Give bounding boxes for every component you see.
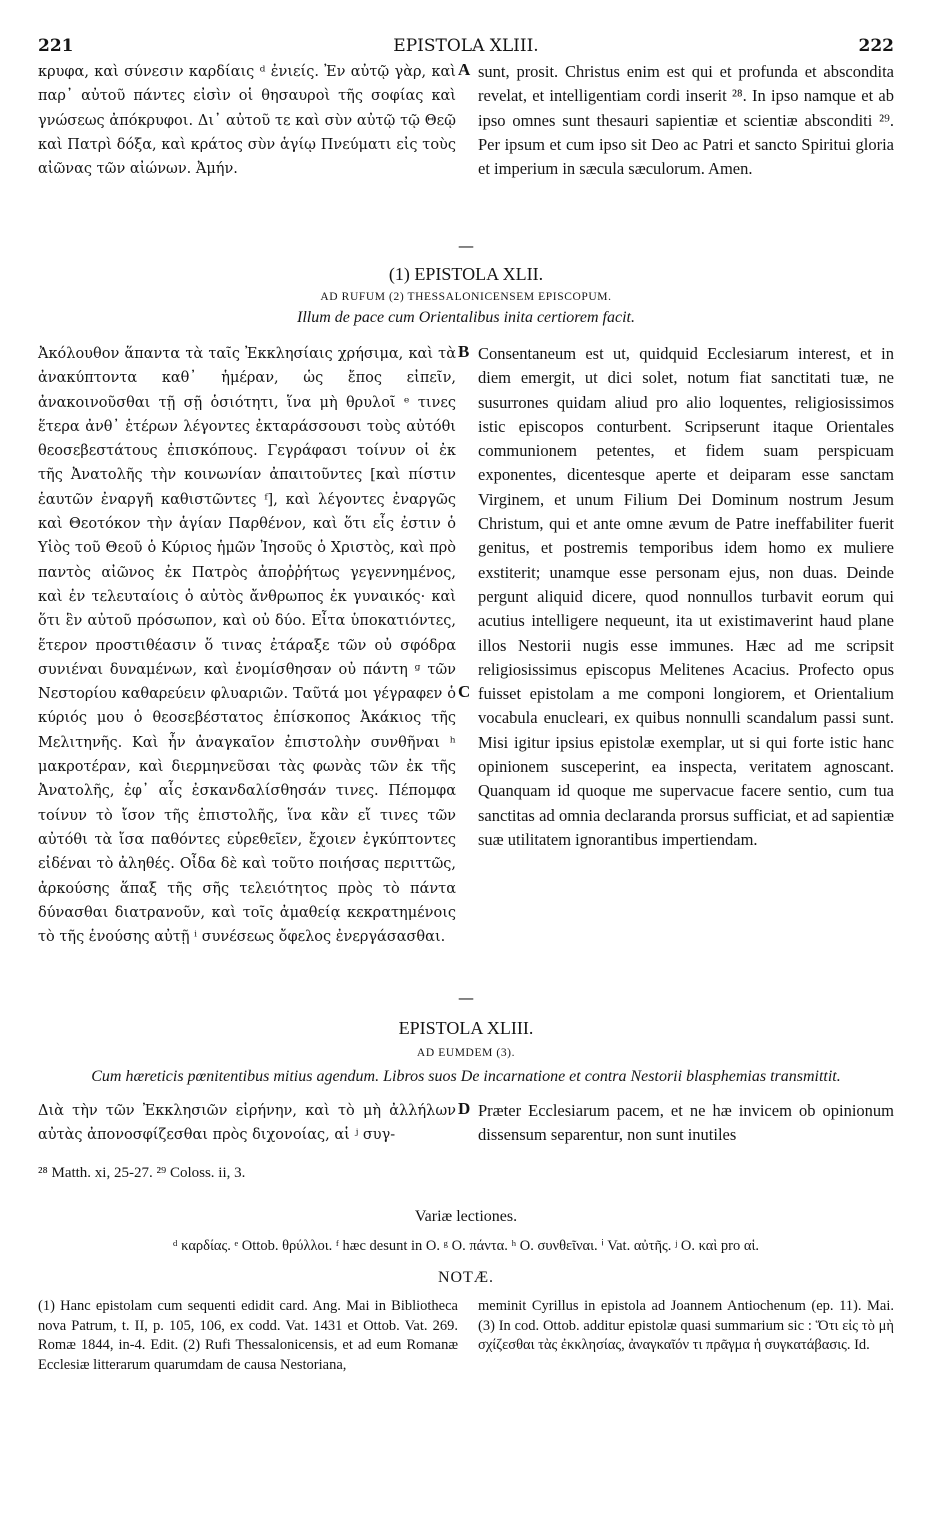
epistola-xliii-title: EPISTOLA XLIII.: [398, 1018, 534, 1038]
notes-left-column: (1) Hanc epistolam cum sequenti edidit card. Ang. Mai in Bibliotheca nova Patrum, t. II, p. 105, 106, ex codd. Vat. 1431 et Ottob. Vat. 269. Romæ 1844, in-4. Edit. (2) Rufi Thessalonicensis, et ad eum Romanæ Ecclesiæ litterarum quarumdam de causa Nestoriana,: [38, 1298, 458, 1373]
section-divider: —: [458, 236, 474, 255]
margin-marker-a: A: [458, 60, 471, 79]
running-title: EPISTOLA XLIII.: [393, 36, 539, 56]
margin-marker-c: C: [458, 682, 471, 701]
greek-column: Διὰ τὴν τῶν Ἐκκλησιῶν εἰρήνην, καὶ τὸ μὴ ἀλλήλων αὐτὰς ἀπονοσφίζεσθαι πρὸς διχονοίας, αἱ ʲ συγ-: [38, 1103, 456, 1144]
variae-lectiones-heading: Variæ lectiones.: [414, 1208, 518, 1225]
epistola-xlii-addressee: AD RUFUM (2) THESSALONICENSEM EPISCOPUM.: [320, 291, 612, 303]
epistola-xlii-title: (1) EPISTOLA XLII.: [388, 264, 544, 284]
page-header: [38, 30, 894, 60]
margin-marker-b: B: [458, 342, 470, 361]
notae-heading: NOTÆ.: [437, 1269, 495, 1286]
section-divider: —: [458, 988, 474, 1007]
variae-lectiones-line: ᵈ καρδίας. ᵉ Ottob. θρύλλοι. ᶠ hæc desunt in O. ᵍ O. πάντα. ʰ O. συνθεῖναι. ⁱ Vat. αὐτῆς. ʲ O. καὶ pro αἱ.: [173, 1238, 759, 1254]
latin-column: Consentaneum est ut, quidquid Ecclesiarum interest, et in diem emergit, ut dici solet, notum fiat sanctitati tuæ, ne susurrones quidam aliud pro alio loquentes, religiosissimos istic episcopos conturbent. Scripserunt itaque Orientales communionem petentes, et fidem suam perspicuam exponentes, dicentesque aperte et deiparam esse sanctam Virginem, et unum Filium Dei Dominum nostrum Jesum Christum, qui et ante omne ævum de Patre ineffabiliter fuerit genitus, et postremis temporibus idem homo ex muliere exstiterit; unamque esse personam ejus, non duas. Deinde pergunt aliquid dicere, quod nonnullos turbavit eorum qui acutius intelligere nequeunt, ita ut existimaverint haud plane illos Nestorii nugis esse immunes. Hæc ad me scripsit religiosissimus episcopus Melitenes Acacius. Profecto opus fuisset epistolam a me componi longiorem, et Orientalium vocabula enucleari, ex quibus nonnulli scandalum passi sunt. Misi igitur ipsius epistolæ exemplar, ut si qui forte istic hanc opinionem susceperint, ea inspecta, veritatem agnoscant. Quanquam id quoque me supervacue facere sentio, cum tua sanctitas ad omnia declaranda prorsus sufficiat, et ad sapientiæ suæ utilitatem ignorantibus impertiendam.: [478, 344, 894, 849]
page-number-left: 221: [38, 36, 74, 56]
section-previous-letter-end: [38, 60, 894, 232]
page: [38, 30, 894, 1520]
notae-body: [38, 1297, 894, 1417]
greek-column: Ἀκόλουθον ἅπαντα τὰ ταῖς Ἐκκλησίαις χρήσιμα, καὶ τὰ ἀνακύπτοντα καθ᾽ ἡμέραν, ὡς ἔπος εἰπεῖν, ἀνακοινοῦσθαι τῇ σῇ ὁσιότητι, ἵνα μὴ θρυλοῖ ᵉ τινες ἕτερα ἀνθ᾽ ἑτέρων λέγοντες ἐκταράσσουσι τοὺς αὐτόθι θεοσεβεστάτους ἐπισκόπους. Γεγράφασι τοίνυν οἱ ἐκ τῆς Ἀνατολῆς τὴν κοινωνίαν ἀπαιτοῦντες [καὶ πίστιν ἑαυτῶν ἐναργῆ καθιστῶντες ᶠ], καὶ λέγοντες ἐναργῶς καὶ Θεοτόκον τὴν ἁγίαν Παρθένον, καὶ ὅτι εἷς ἐστιν ὁ Υἱὸς τοῦ Θεοῦ ὁ Κύριος ἡμῶν Ἰησοῦς ὁ Χριστὸς, καὶ πρὸ παντὸς αἰῶνος ἐκ Πατρὸς ἀποῤῥήτως γεγεννημένος, καὶ ἐν τελευταίοις ὁ αὐτὸς ἄνθρωπος ἐκ γυναικός· καὶ ὅτι ἓν αὐτοῦ πρόσωπον, καὶ οὐ δύο. Εἶτα ὑποκατιόντες, ἕτερον προστιθέασιν ὅ τινας ἐτάραξε τῶν οὐ σφόδρα συνιέναι δυναμένων, καὶ ἐνομίσθησαν οὐ πάντη ᵍ τῶν Νεστορίου καθαρεύειν φλυαριῶν. Ταῦτά μοι γέγραφεν ὁ κύριός μου ὁ θεοσεβέστατος ἐπίσκοπος Ἀκάκιος τῆς Μελιτηνῆς. Καὶ ἦν ἀναγκαῖον ἐπιστολὴν συνθῆναι ʰ μακροτέραν, καὶ διερμηνεῦσαι τὰς φωνὰς τῶν ἐκ τῆς Ἀνατολῆς, ἐφ᾽ αἷς ἐσκανδαλίσθησάν τινες. Πέπομφα τοίνυν τὸ ἴσον τῆς ἐπιστολῆς, ἵνα κἂν εἴ τινες τῶν αὐτόθι τὰ ἴσα παθόντες εὑρεθεῖεν, ἔχοιεν ἐγκύπτοντες εἰδέναι τὸ ἀληθές. Οἶδα δὲ καὶ τοῦτο ποιήσας περιττῶς, ἀρκούσης ἅπαξ τῆς σῆς τελειότητος πρὸς τὸ πάντα δύνασθαι διατρανοῦν, καὶ τοῖς ἀμαθείᾳ κεκρατημένοις τὸ τῆς ἑνούσης αὐτῇ ⁱ συνέσεως ὄφελος ἐνεργάσασθαι.: [38, 346, 456, 946]
epistola-xlii-summary: Illum de pace cum Orientalibus inita certiorem facit.: [296, 309, 635, 326]
page-number-right: 222: [858, 36, 894, 56]
epistola-xlii-body: [38, 342, 894, 982]
epistola-xliii-addressee: AD EUMDEM (3).: [416, 1047, 516, 1059]
margin-marker-d: D: [458, 1099, 471, 1118]
latin-column: Præter Ecclesiarum pacem, et ne hæ invicem ob opinionum dissensum separentur, non sunt inutiles: [478, 1101, 894, 1145]
epistola-xliii-body: [38, 1099, 894, 1155]
notes-right-column: meminit Cyrillus in epistola ad Joannem Antiochenum (ep. 11). Mai. (3) In cod. Ottob. additur epistolæ quasi summarium sic : Ὅτι εἰς τὸ μὴ σχίζεσθαι τὰς ἐκκλησίας, ἀναγκαῖόν τι πρᾶγμα ἡ συγκατάβασις. Id.: [478, 1298, 894, 1353]
latin-column: sunt, prosit. Christus enim est qui et profunda et abscondita revelat, et intelligentiam cordi inserit ²⁸. In ipso namque et ab ipso omnes sunt thesauri sapientiæ et scientiæ absconditi ²⁹. Per ipsum et cum ipso sit Deo ac Patri et sancto Spiritui gloria et imperium in sæcula sæculorum. Amen.: [478, 62, 894, 179]
scripture-references: ²⁸ Matth. xi, 25-27. ²⁹ Coloss. ii, 3.: [38, 1165, 246, 1181]
epistola-xliii-summary: Cum hæreticis pœnitentibus mitius agendum. Libros suos De incarnatione et contra Nestorii blasphemias transmittit.: [91, 1068, 841, 1085]
greek-column: κρυφα, καὶ σύνεσιν καρδίαις ᵈ ἐνιείς. Ἐν αὐτῷ γὰρ, καὶ παρ᾽ αὐτοῦ πάντες εἰσὶν οἱ θησαυροὶ τῆς σοφίας καὶ γνώσεως ἀπόκρυφοι. Δι᾽ αὐτοῦ τε καὶ σὺν αὐτῷ τῷ Θεῷ καὶ Πατρὶ δόξα, καὶ κράτος σὺν ἁγίῳ Πνεύματι εἰς τοὺς αἰῶνας τῶν αἰώνων. Ἀμήν.: [38, 64, 456, 178]
